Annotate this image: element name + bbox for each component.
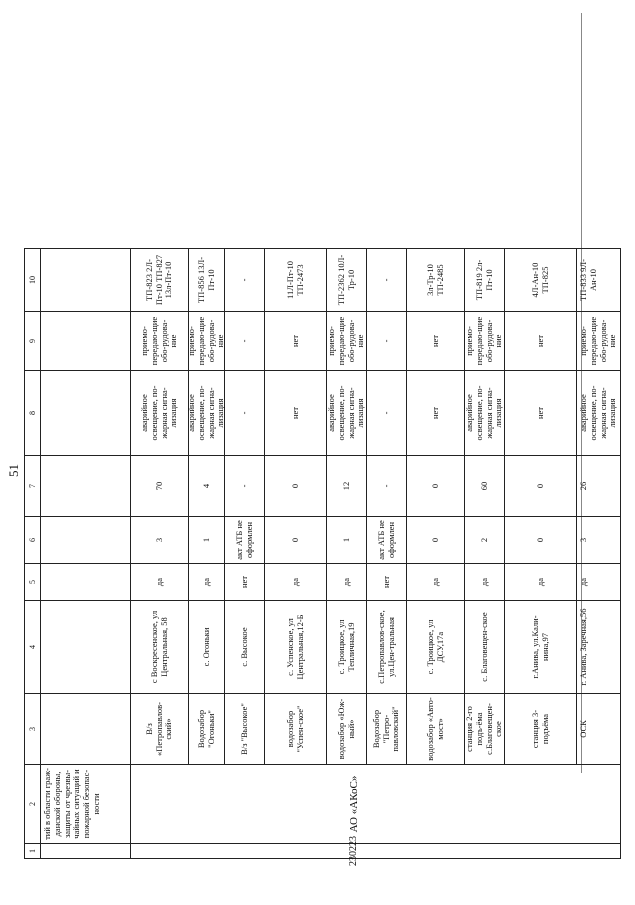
cell-c6: 1: [189, 517, 225, 563]
column-number: 6: [25, 517, 41, 563]
cell-c7: 4: [189, 456, 225, 516]
cell-empty: [41, 312, 131, 370]
cell-c3: Водозабор "Петро-павловский": [367, 694, 407, 764]
column-number: 10: [25, 249, 41, 311]
cell-c7: 60: [465, 456, 505, 516]
cell-c10: ТП-819 2л-Пт-10: [465, 249, 505, 311]
column-number: 5: [25, 564, 41, 600]
cell-c3: водозабор «Юж-ный»: [327, 694, 367, 764]
facilities-grid: [24, 248, 621, 866]
cell-c7: 0: [265, 456, 327, 516]
cell-code: 230223: [348, 836, 360, 866]
cell-c6: акт АТБ не оформлен: [367, 517, 407, 563]
column-number: 2: [25, 765, 41, 843]
cell-empty: [41, 456, 131, 516]
table-column-7: [25, 455, 620, 516]
cell-c10: 4Л-Ан-10 ТП-825: [505, 249, 577, 311]
cell-c5: да: [407, 564, 465, 600]
table-column-10: [25, 249, 620, 311]
cell-c8: аварийное освещение, по-жарная сигна-лизация: [578, 385, 618, 441]
table-column-5: [25, 563, 620, 600]
cell-c4: г. Анива, Заречная,56: [578, 608, 588, 686]
cell-c4: с. Благовещен-ское: [465, 601, 505, 693]
cell-c10: ТП-856 13Л-Пт-10: [189, 249, 225, 311]
cell-c10: 3л-Тр-10 ТП-2485: [407, 249, 465, 311]
cell-c9: приемо-передаю-щие обо-рудова-ние: [131, 312, 189, 370]
cell-c3: водозабор «Авто-мост»: [407, 694, 465, 764]
cell-c6: 0: [265, 517, 327, 563]
cell-c7: 26: [578, 481, 588, 491]
cell-c9: нет: [505, 312, 577, 370]
cell-c3: станция 2-го подъ-ёма с.Благовещен-ское: [465, 694, 505, 764]
cell-c10: ТП-2362 10Л-Тр-10: [327, 249, 367, 311]
column-number: 9: [25, 312, 41, 370]
column-number: 3: [25, 694, 41, 764]
cell-c8: -: [225, 371, 265, 455]
cell-c4: с. Высокое: [225, 601, 265, 693]
cell-c7: -: [225, 456, 265, 516]
cell-c7: -: [367, 456, 407, 516]
cell-c4: с.Петропавлов-ское, ул.Цен-тральная: [367, 601, 407, 693]
cell-c5: да: [265, 564, 327, 600]
cell-empty: [41, 517, 131, 563]
cell-empty: [41, 844, 131, 858]
page-number: 51: [6, 464, 21, 477]
cell-c3: станция 3-подъёма: [505, 694, 577, 764]
cell-c3: водозабор "Успен-ское": [265, 694, 327, 764]
cell-c5: нет: [367, 564, 407, 600]
column-number: 8: [25, 371, 41, 455]
cell-c8: нет: [505, 371, 577, 455]
cell-c6: 3: [131, 517, 189, 563]
cell-c6: 2: [465, 517, 505, 563]
cell-c3: В/з «Петропавлов-ский»: [131, 694, 189, 764]
cell-c6: 0: [505, 517, 577, 563]
cell-c10: -: [225, 249, 265, 311]
table-column-6: [25, 516, 620, 563]
cell-c8: аварийное освещение, по-жарная сигна-лизация: [327, 371, 367, 455]
cell-c9: приемо-передаю-щие обо-рудова-ние: [578, 316, 618, 366]
cell-c6: 3: [578, 537, 588, 543]
cell-c3: ОСК: [578, 720, 588, 738]
cell-c9: приемо-передаю-щие обо-рудова-ние: [189, 312, 225, 370]
table-column-9: [25, 311, 620, 370]
table-column-8: [25, 370, 620, 455]
cell-c9: приемо-передаю-щие обо-рудова-ние: [465, 312, 505, 370]
cell-c4: с. Троицкое, ул Тепличная,19: [327, 601, 367, 693]
cell-c8: аварийное освещение, по-жарная сигна-лизация: [465, 371, 505, 455]
cell-empty: [41, 601, 131, 693]
cell-c5: да: [327, 564, 367, 600]
cell-c5: да: [578, 577, 588, 587]
cell-c10: 11Л-Пт-10 ТП-2473: [265, 249, 327, 311]
cell-c6: акт АТБ не оформлен: [225, 517, 265, 563]
cell-c5: нет: [225, 564, 265, 600]
cell-c8: -: [367, 371, 407, 455]
column-number: 1: [25, 844, 41, 858]
cell-c6: 1: [327, 517, 367, 563]
cell-c7: 12: [327, 456, 367, 516]
cell-empty: [41, 564, 131, 600]
cell-c10: ТП-823 2Л-Пт-10 ТП-827 13л-Пт-10: [131, 249, 189, 311]
cell-c4: с. Троицкое, ул ДСУ,17а: [407, 601, 465, 693]
table-column-3: [25, 693, 620, 764]
cell-c8: нет: [407, 371, 465, 455]
cell-c4: г.Анива, ул.Кали-нина,97: [505, 601, 577, 693]
cell-c3: Водозабор "Огоньки": [189, 694, 225, 764]
cell-c5: да: [131, 564, 189, 600]
cell-c5: да: [189, 564, 225, 600]
cell-empty: [41, 249, 131, 311]
table-column-1: [25, 836, 620, 866]
cell-empty: [41, 694, 131, 764]
table-column-2: [25, 764, 620, 843]
cell-c9: приемо-передаю-щие обо-рудова-ние: [327, 312, 367, 370]
cell-role-description: тий в области граж-данской обороны, защиты от чрезвы-чайных ситуаций и пожарной безопас-ности: [41, 765, 131, 843]
cell-organization: АО «АКоС»: [347, 775, 360, 833]
column-number: 7: [25, 456, 41, 516]
cell-c3: В/з "Высокое": [225, 694, 265, 764]
cell-c4: с. Успенское, ул Центральная,12-Б: [265, 601, 327, 693]
cell-c4: с. Огоньки: [189, 601, 225, 693]
cell-c6: 0: [407, 517, 465, 563]
cell-c9: -: [367, 312, 407, 370]
cell-c4: с Воскресенское, ул Центральная, 58: [131, 601, 189, 693]
cell-c7: 0: [407, 456, 465, 516]
cell-c8: нет: [265, 371, 327, 455]
cell-c9: -: [225, 312, 265, 370]
table-column-4: [25, 600, 620, 693]
cell-c10: -: [367, 249, 407, 311]
cell-c8: аварийное освещение, по-жарная сигна-лизация: [189, 371, 225, 455]
cell-c7: 70: [131, 456, 189, 516]
cell-c9: нет: [407, 312, 465, 370]
cell-c10: ТП-833 9Л-Ан-10: [578, 259, 598, 301]
cell-c5: да: [505, 564, 577, 600]
cell-empty: [41, 371, 131, 455]
cell-c8: аварийное освещение, по-жарная сигна-лизация: [131, 371, 189, 455]
cell-c5: да: [465, 564, 505, 600]
column-number: 4: [25, 601, 41, 693]
cell-c9: нет: [265, 312, 327, 370]
cell-c7: 0: [505, 456, 577, 516]
